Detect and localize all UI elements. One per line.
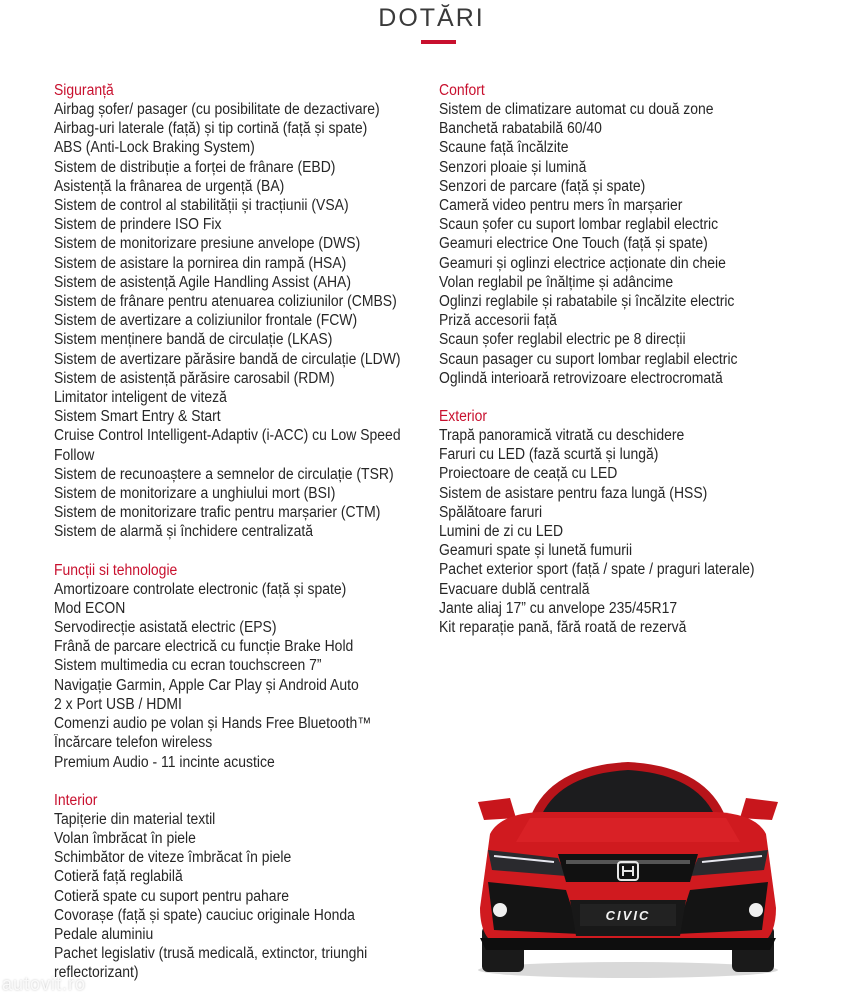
feature-item: Trapă panoramică vitrată cu deschidere xyxy=(439,427,685,445)
feature-item: Sistem de frânare pentru atenuarea coliziunilor (CMBS) xyxy=(54,293,397,311)
section-2 xyxy=(54,791,429,983)
feature-item: Sistem Smart Entry & Start xyxy=(54,408,221,426)
section-title: Interior xyxy=(54,791,98,809)
feature-item: Geamuri și oglinzi electrice acționate din cheie xyxy=(439,254,726,272)
feature-item: Sistem multimedia cu ecran touchscreen 7” xyxy=(54,657,322,675)
feature-item: Volan reglabil pe înălțime și adâncime xyxy=(439,273,674,291)
section-0 xyxy=(54,81,429,542)
feature-item: Jante aliaj 17” cu anvelope 235/45R17 xyxy=(439,599,678,617)
feature-item: Asistență la frânarea de urgență (BA) xyxy=(54,177,285,195)
feature-item: Senzori de parcare (față și spate) xyxy=(439,177,646,195)
feature-item: Sistem de alarmă și închidere centralizată xyxy=(54,523,313,541)
section-title: Exterior xyxy=(439,408,488,426)
feature-item: Cotieră spate cu suport pentru pahare xyxy=(54,887,289,905)
feature-item: Kit reparație pană, fără roată de rezervă xyxy=(439,619,687,637)
honda-civic-image xyxy=(470,758,786,980)
feature-item: Mod ECON xyxy=(54,599,126,617)
feature-item: Senzori ploaie și lumină xyxy=(439,158,587,176)
feature-item: Sistem de monitorizare a unghiului mort (BSI) xyxy=(54,485,336,503)
feature-item: Oglindă interioară retrovizoare electrocromată xyxy=(439,369,723,387)
feature-item: Sistem menținere bandă de circulație (LKAS) xyxy=(54,331,333,349)
feature-item: Sistem de avertizare părăsire bandă de circulație (LDW) xyxy=(54,350,401,368)
feature-item: Sistem de recunoaștere a semnelor de circulație (TSR) xyxy=(54,465,394,483)
feature-item: Geamuri spate și lunetă fumurii xyxy=(439,542,633,560)
feature-item: Banchetă rabatabilă 60/40 xyxy=(439,120,602,138)
feature-item: Faruri cu LED (fază scurtă și lungă) xyxy=(439,446,659,464)
feature-item: Proiectoare de ceață cu LED xyxy=(439,465,618,483)
section-1 xyxy=(439,407,839,637)
feature-item: Covorașe (față și spate) cauciuc originale Honda xyxy=(54,906,355,924)
feature-item: Pachet legislativ (trusă medicală, extinctor, triunghi reflectorizant) xyxy=(54,945,368,982)
feature-item: Scaun șofer cu suport lombar reglabil electric xyxy=(439,216,719,234)
feature-item: Sistem de avertizare a coliziunilor frontale (FCW) xyxy=(54,312,358,330)
feature-item: Cotieră față reglabilă xyxy=(54,868,183,886)
section-title: Confort xyxy=(439,82,485,99)
feature-item: Sistem de asistare pentru faza lungă (HSS) xyxy=(439,484,708,502)
feature-item: Premium Audio - 11 incinte acustice xyxy=(54,753,275,771)
feature-item: Volan îmbrăcat în piele xyxy=(54,829,196,847)
feature-item: Tapițerie din material textil xyxy=(54,810,216,828)
feature-item: Priză accesorii față xyxy=(439,312,557,330)
section-1 xyxy=(54,561,429,772)
feature-item: Schimbător de viteze îmbrăcat în piele xyxy=(54,849,292,867)
feature-item: Spălătoare faruri xyxy=(439,503,543,521)
feature-item: Cameră video pentru mers în marșarier xyxy=(439,197,683,215)
feature-item: Amortizoare controlate electronic (față și spate) xyxy=(54,580,347,598)
feature-item: Pedale aluminiu xyxy=(54,925,154,943)
feature-item: Sistem de monitorizare trafic pentru marșarier (CTM) xyxy=(54,504,381,522)
feature-item: Limitator inteligent de viteză xyxy=(54,389,227,407)
feature-item: Lumini de zi cu LED xyxy=(439,523,564,541)
feature-item: ABS (Anti-Lock Braking System) xyxy=(54,139,255,157)
feature-item: 2 x Port USB / HDMI xyxy=(54,695,182,713)
feature-item: Navigație Garmin, Apple Car Play și Android Auto xyxy=(54,676,359,694)
feature-item: Cruise Control Intelligent-Adaptiv (i-ACC) cu Low Speed Follow xyxy=(54,427,401,464)
feature-item: Scaun șofer reglabil electric pe 8 direcții xyxy=(439,331,686,349)
feature-item: Frână de parcare electrică cu funcție Brake Hold xyxy=(54,638,354,656)
feature-item: Sistem de asistență Agile Handling Assist (AHA) xyxy=(54,273,351,291)
feature-item: Scaune față încălzite xyxy=(439,139,569,157)
section-0 xyxy=(439,81,839,388)
feature-item: Geamuri electrice One Touch (față și spate) xyxy=(439,235,708,253)
section-title: Funcții si tehnologie xyxy=(54,561,178,579)
feature-item: Oglinzi reglabile și rabatabile și încălzite electric xyxy=(439,293,735,311)
feature-item: Sistem de asistare la pornirea din rampă (HSA) xyxy=(54,254,347,272)
watermark: autovit.ro xyxy=(2,974,87,994)
feature-item: Pachet exterior sport (față / spate / praguri laterale) xyxy=(439,561,755,579)
feature-item: Servodirecție asistată electric (EPS) xyxy=(54,619,277,637)
left-column xyxy=(54,81,429,1002)
title-underline xyxy=(421,40,456,44)
feature-item: Evacuare dublă centrală xyxy=(439,580,590,598)
feature-item: Comenzi audio pe volan și Hands Free Bluetooth™ xyxy=(54,715,372,733)
feature-item: Airbag șofer/ pasager (cu posibilitate de dezactivare) xyxy=(54,101,380,118)
feature-item: Sistem de asistență părăsire carosabil (RDM) xyxy=(54,369,335,387)
feature-item: Sistem de prindere ISO Fix xyxy=(54,216,222,234)
car-badge-text: CIVIC xyxy=(605,908,651,923)
feature-item: Airbag-uri laterale (față) și tip cortină (față și spate) xyxy=(54,120,368,138)
right-column xyxy=(439,81,839,656)
section-title: Siguranță xyxy=(54,82,114,99)
feature-item: Sistem de distribuție a forței de frânare (EBD) xyxy=(54,158,336,176)
feature-item: Sistem de control al stabilității și tracțiunii (VSA) xyxy=(54,197,349,215)
feature-item: Scaun pasager cu suport lombar reglabil electric xyxy=(439,350,738,368)
feature-item: Încărcare telefon wireless xyxy=(54,734,213,752)
feature-item: Sistem de climatizare automat cu două zone xyxy=(439,101,714,118)
feature-item: Sistem de monitorizare presiune anvelope (DWS) xyxy=(54,235,361,253)
page-title: DOTĂRI xyxy=(378,4,485,32)
